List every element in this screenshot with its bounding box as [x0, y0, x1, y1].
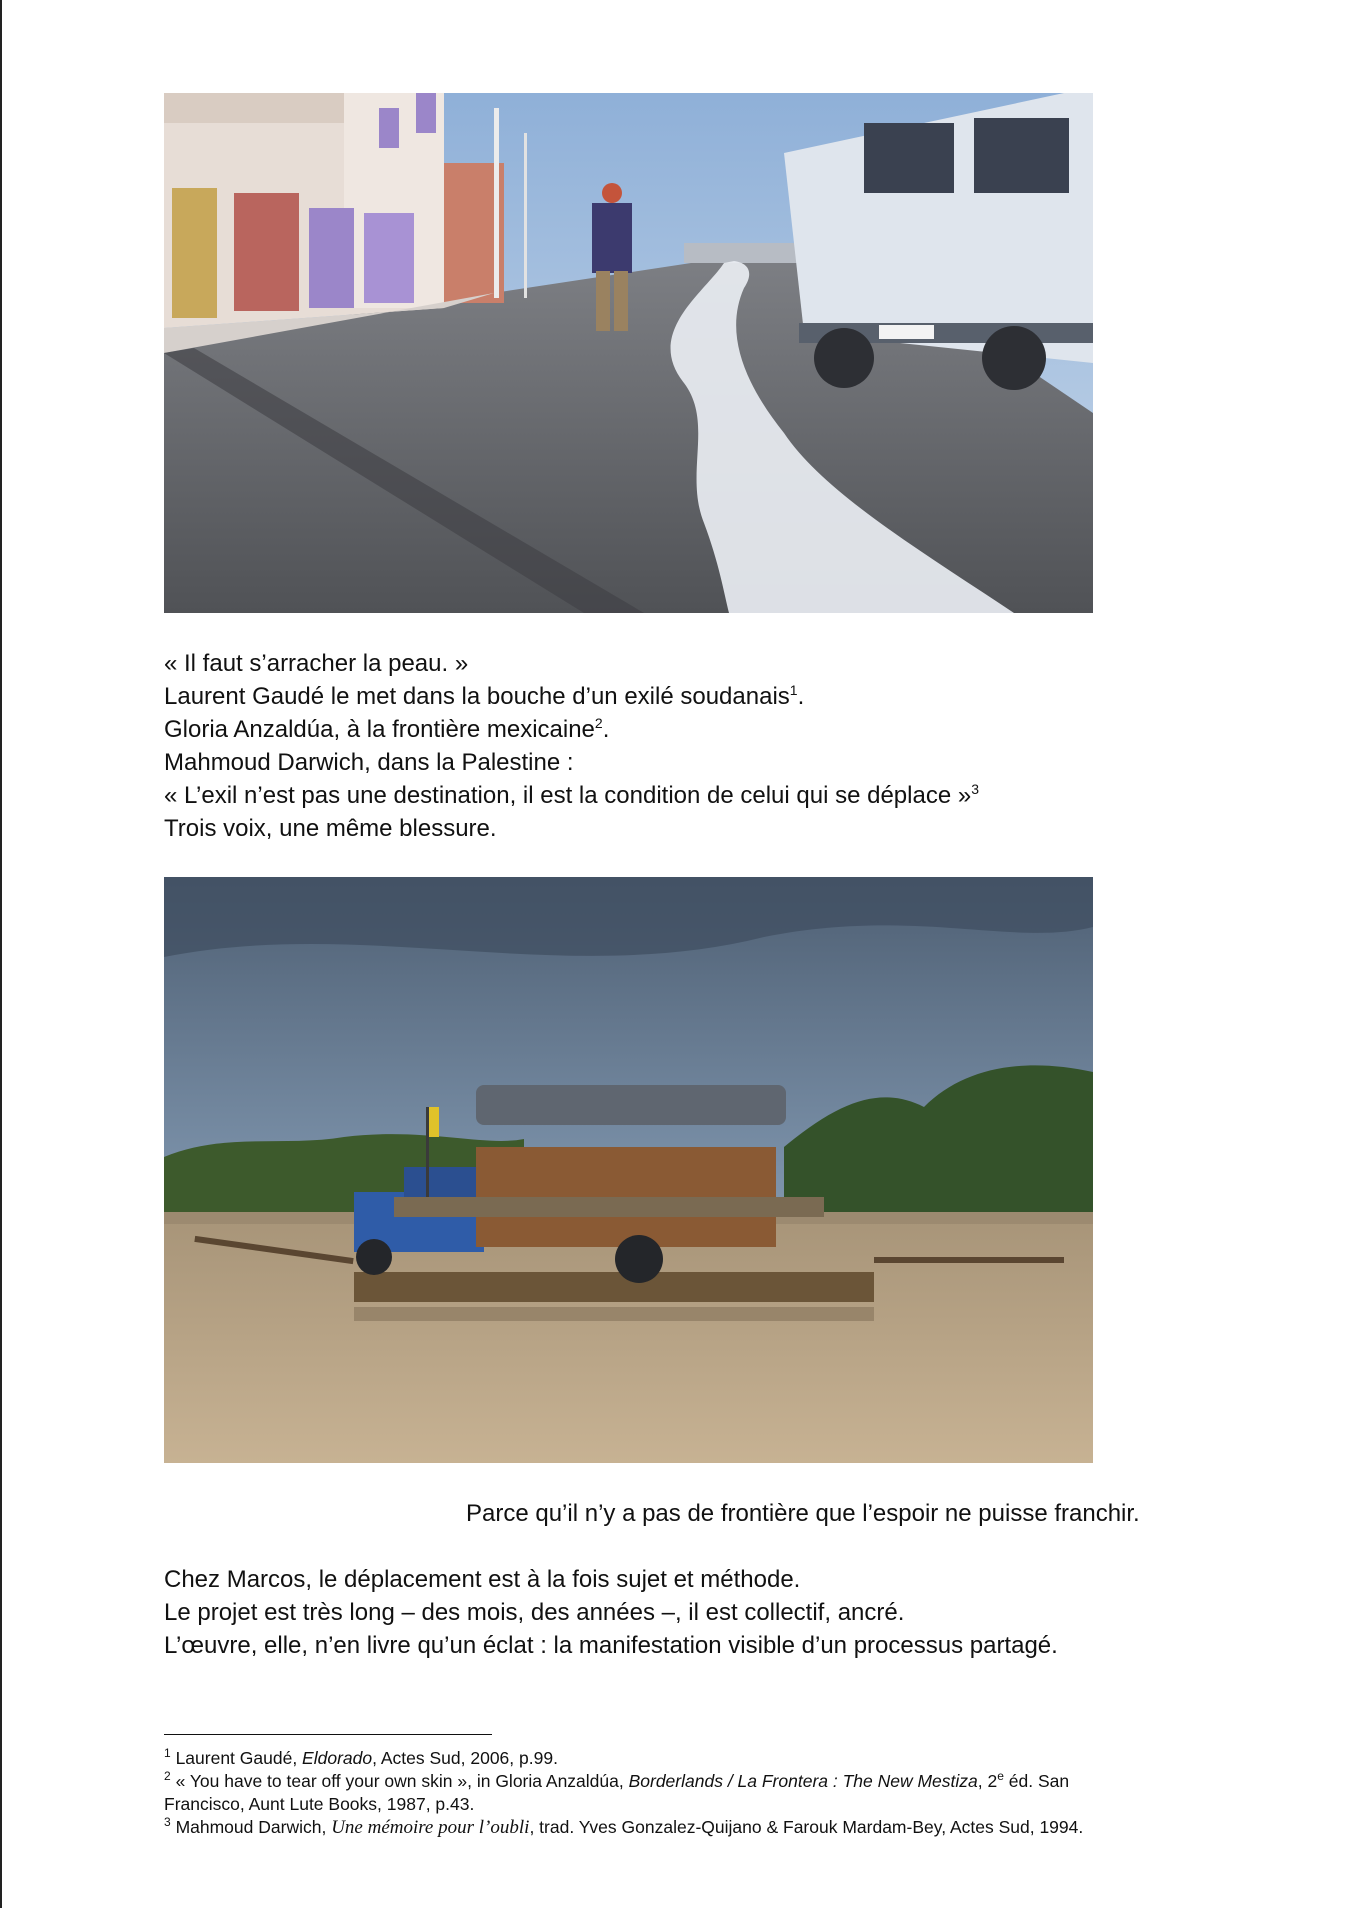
footnote-ref-3[interactable]: 3: [971, 781, 979, 797]
footnote-3: $^3$ Mahmoud Darwich, Une mémoire pour l’oubli, trad. Yves Gonzalez-Quijano & Farouk Mardam-Bey, Actes Sud, 1994.: [164, 1815, 1084, 1838]
footnote-2-cont: Francisco, Aunt Lute Books, 1987, p.43.: [164, 1794, 475, 1814]
footnote-ref-2[interactable]: 2: [594, 715, 603, 731]
closing-line-1: Chez Marcos, le déplacement est à la fois sujet et méthode.: [164, 1566, 801, 1593]
ferry-photo: [164, 877, 1093, 1463]
intro-line-1: « Il faut s’arracher la peau. »: [164, 650, 469, 677]
footnote-3-title: Une mémoire pour l’oubli: [331, 1817, 530, 1838]
page-edge: [0, 0, 2, 1908]
closing-line-3: L’œuvre, elle, n’en livre qu’un éclat : la manifestation visible d’un processus partagé.: [164, 1632, 1058, 1659]
footnotes: [164, 1747, 1194, 1839]
intro-line-5: « L’exil n’est pas une destination, il est la condition de celui qui se déplace »$^3$: [164, 781, 979, 809]
footnote-1: $^1$ Laurent Gaudé, Eldorado, Actes Sud, 2006, p.99.: [164, 1746, 558, 1768]
intro-line-4: Mahmoud Darwich, dans la Palestine :: [164, 749, 574, 776]
footnote-1-title: Eldorado: [302, 1748, 373, 1768]
intro-line-6: Trois voix, une même blessure.: [164, 815, 497, 842]
footnote-separator: [164, 1734, 492, 1735]
closing-paragraph: [164, 1563, 1058, 1662]
footnote-2-title: Borderlands / La Frontera : The New Mestiza: [628, 1771, 978, 1791]
intro-line-2: Laurent Gaudé le met dans la bouche d’un exilé soudanais$^1$.: [164, 682, 805, 710]
closing-line-2: Le projet est très long – des mois, des années –, il est collectif, ancré.: [164, 1599, 905, 1626]
footnote-2: $^2$ « You have to tear off your own skin », in Gloria Anzaldúa, Borderlands / La Frontera : The New Mestiza, 2e éd. San: [164, 1769, 1070, 1791]
intro-line-3: Gloria Anzaldúa, à la frontière mexicaine$^2$.: [164, 715, 610, 743]
intro-paragraph: [164, 647, 979, 845]
footnote-ref-1[interactable]: 1: [789, 682, 798, 698]
road-photo: [164, 93, 1093, 613]
pull-quote: Parce qu’il n’y a pas de frontière que l’espoir ne puisse franchir.: [466, 1500, 1140, 1527]
